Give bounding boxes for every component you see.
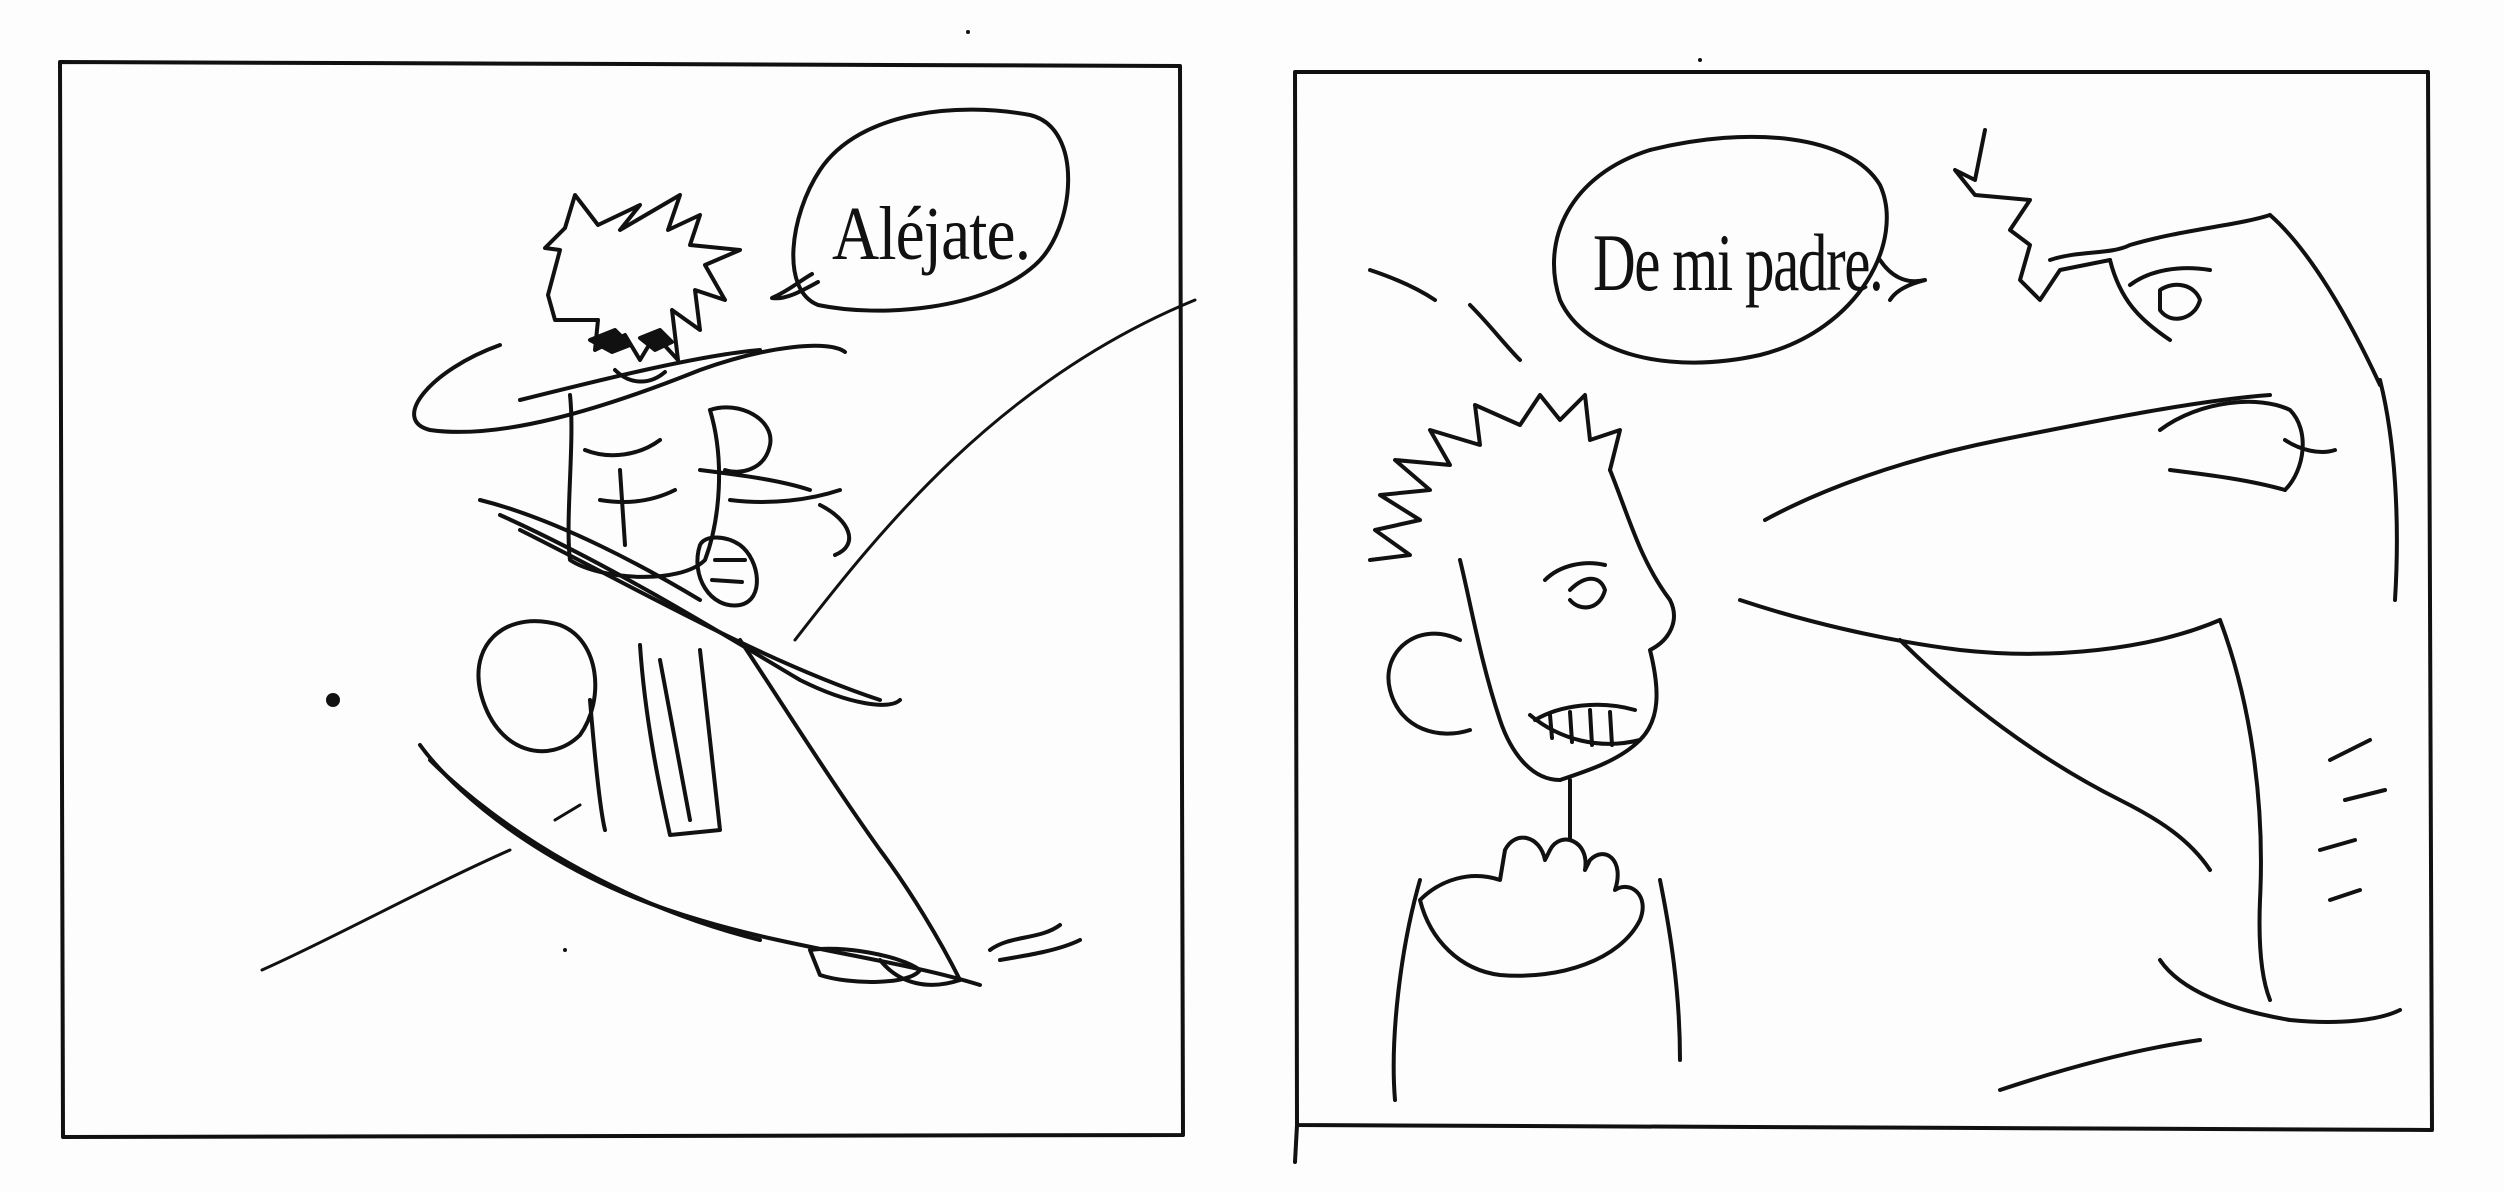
speech-text-1: Aléjate. [832, 192, 1031, 276]
ink-speck [563, 948, 567, 952]
hill-line [795, 300, 1195, 640]
ink-speck [1698, 58, 1702, 62]
ground-line [262, 850, 510, 970]
ground-dash [555, 805, 580, 820]
ink-dot [326, 693, 340, 707]
ink-speck [966, 30, 970, 34]
speech-text-2: De mi padre. [1593, 217, 1883, 308]
smiling-character [1370, 270, 1680, 1100]
fighter-figure [414, 192, 1080, 985]
panel-2-underline [1295, 1125, 1297, 1162]
